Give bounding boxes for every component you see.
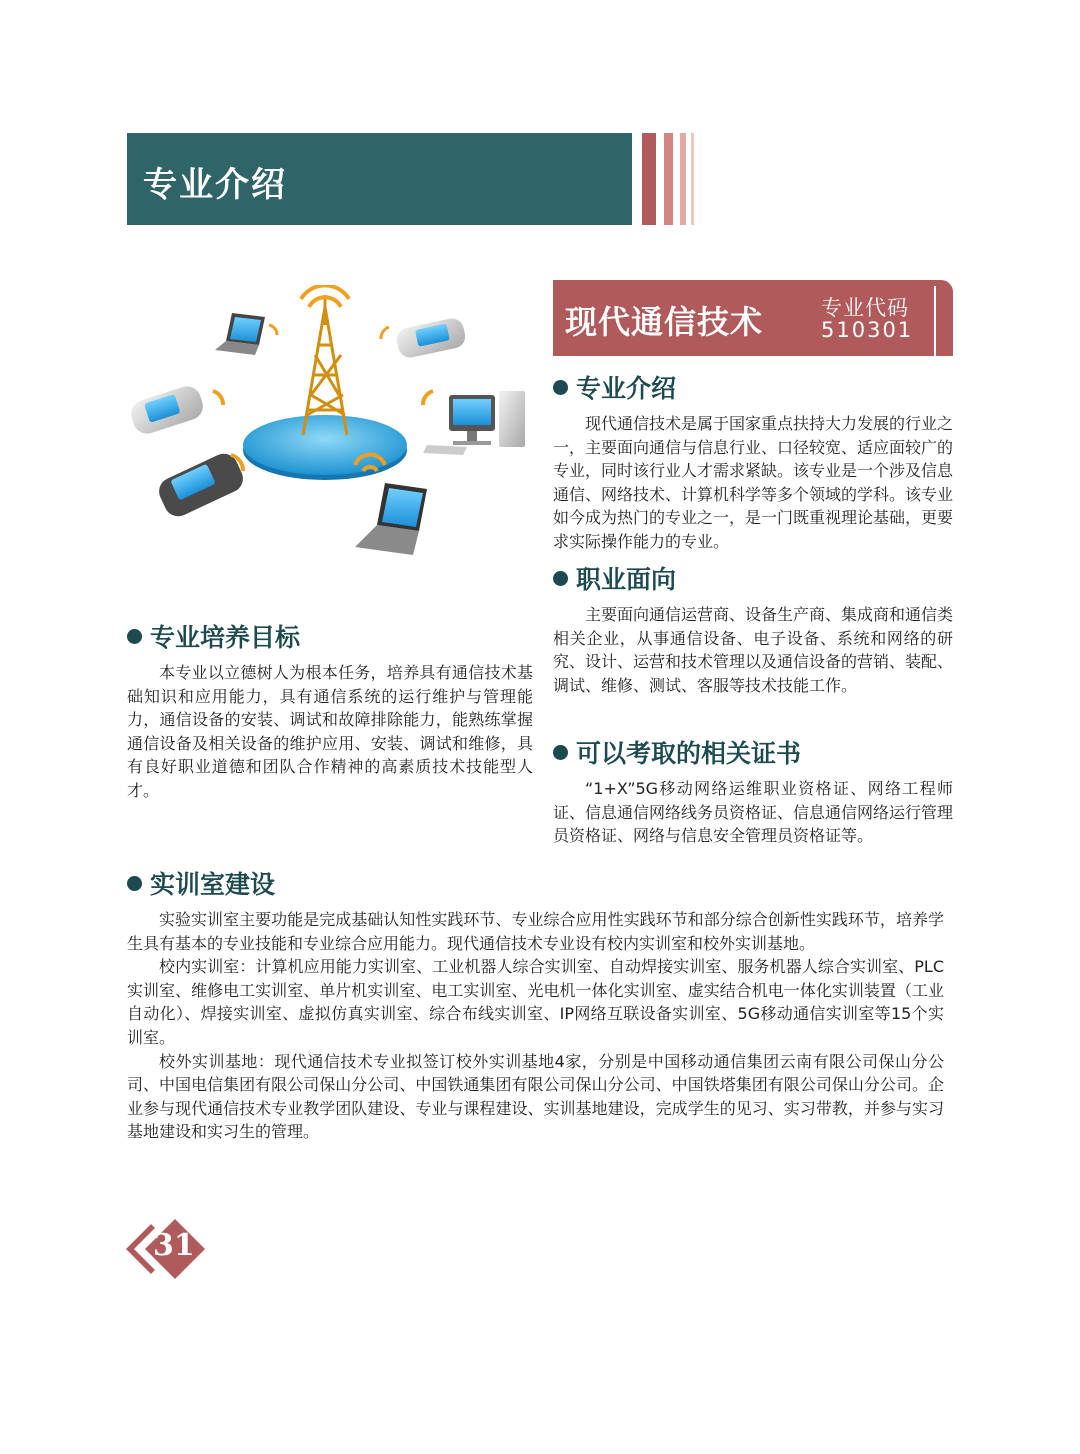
lab-paragraph: 实验实训室主要功能是完成基础认知性实践环节、专业综合应用性实践环节和部分综合创新性实践环节，培养学生具有基本的专业技能和专业综合应用能力。现代通信技术专业设有校内实训室和校外实训基地。 xyxy=(127,910,944,953)
mobile-phone-icon xyxy=(154,449,247,521)
signal-wave-icon xyxy=(381,327,389,339)
lab-paragraph: 校外实训基地：现代通信技术专业拟签订校外实训基地4家，分别是中国移动通信集团云南有限公司保山分公司、中国电信集团有限公司保山分公司、中国铁通集团有限公司保山分公司、中国铁塔集团有限公司保山分公司。企业参与现代通信技术专业教学团队建设、专业与课程建设、实训基地建设，完成学生的见习、实习带教，并参与实习基地建设和实习生的管理。 xyxy=(127,1051,944,1142)
signal-wave-icon xyxy=(269,325,277,335)
intro-heading: 专业介绍 xyxy=(553,373,676,405)
banner-stripe xyxy=(642,133,656,225)
intro-text: 现代通信技术是属于国家重点扶持大力发展的行业之一，主要面向通信与信息行业、口径较宽、适应面较广的专业，同时该行业人才需求紧缺。该专业是一个涉及信息通信、网络技术、计算机科学等多个领域的学科。该专业如今成为热门的专业之一，是一门既重视理论基础，更要求实际操作能力的专业。 xyxy=(553,414,954,551)
bullet-dot-icon xyxy=(127,629,142,644)
bullet-dot-icon xyxy=(553,745,568,760)
goal-heading: 专业培养目标 xyxy=(127,622,300,654)
banner-title: 专业介绍 xyxy=(143,165,287,205)
lab-paragraph: 校内实训室：计算机应用能力实训室、工业机器人综合实训室、自动焊接实训室、服务机器人综合实训室、PLC实训室、维修电工实训室、单片机实训室、电工实训室、光电机一体化实训室、虚实结合机电一体化实训装置（工业自动化）、焊接实训室、虚拟仿真实训室、综合布线实训室、IP网络互联设备实训室、5G移动通信实训室等15个实训室。 xyxy=(127,957,944,1047)
bullet-dot-icon xyxy=(127,876,142,891)
title-box-tab xyxy=(936,280,953,356)
banner-stripe xyxy=(664,133,673,225)
banner-stripe xyxy=(680,133,686,225)
bullet-dot-icon xyxy=(553,571,568,586)
bullet-dot-icon xyxy=(553,380,568,395)
goal-text: 本专业以立德树人为根本任务，培养具有通信技术基础知识和应用能力，具有通信系统的运行维护与管理能力，通信设备的安装、调试和故障排除能力，能熟练掌握通信设备及相关设备的维护应用、安装、调试和维修，具有良好职业道德和团队合作精神的高素质技术技能型人才。 xyxy=(127,663,533,800)
network-illustration xyxy=(127,285,533,575)
desktop-computer-icon xyxy=(423,391,525,455)
lab-text xyxy=(127,908,944,1144)
laptop-icon xyxy=(215,313,265,355)
tower-icon xyxy=(303,295,347,435)
mobile-phone-icon xyxy=(395,316,468,359)
signal-wave-icon xyxy=(213,391,223,405)
certs-heading: 可以考取的相关证书 xyxy=(553,738,801,770)
laptop-icon xyxy=(355,483,427,555)
page-number: 31 xyxy=(153,1228,195,1263)
major-title-box xyxy=(553,280,936,356)
major-code-label: 专业代码 xyxy=(821,296,909,320)
platform-icon xyxy=(243,415,407,475)
banner-stripe xyxy=(691,133,694,225)
section-banner xyxy=(127,133,632,225)
major-name: 现代通信技术 xyxy=(565,303,764,341)
mobile-phone-icon xyxy=(128,383,207,438)
major-code-value: 510301 xyxy=(821,318,914,342)
lab-heading: 实训室建设 xyxy=(127,869,275,901)
certs-text: “1+X”5G移动网络运维职业资格证、网络工程师证、信息通信网络线务员资格证、信息通信网络运行管理员资格证、网络与信息安全管理员资格证等。 xyxy=(553,779,954,846)
career-heading: 职业面向 xyxy=(553,564,676,596)
career-text: 主要面向通信运营商、设备生产商、集成商和通信类相关企业，从事通信设备、电子设备、系统和网络的研究、设计、运营和技术管理以及通信设备的营销、装配、调试、维修、测试、客服等技术技能工作。 xyxy=(553,605,954,695)
signal-wave-icon xyxy=(423,391,433,405)
